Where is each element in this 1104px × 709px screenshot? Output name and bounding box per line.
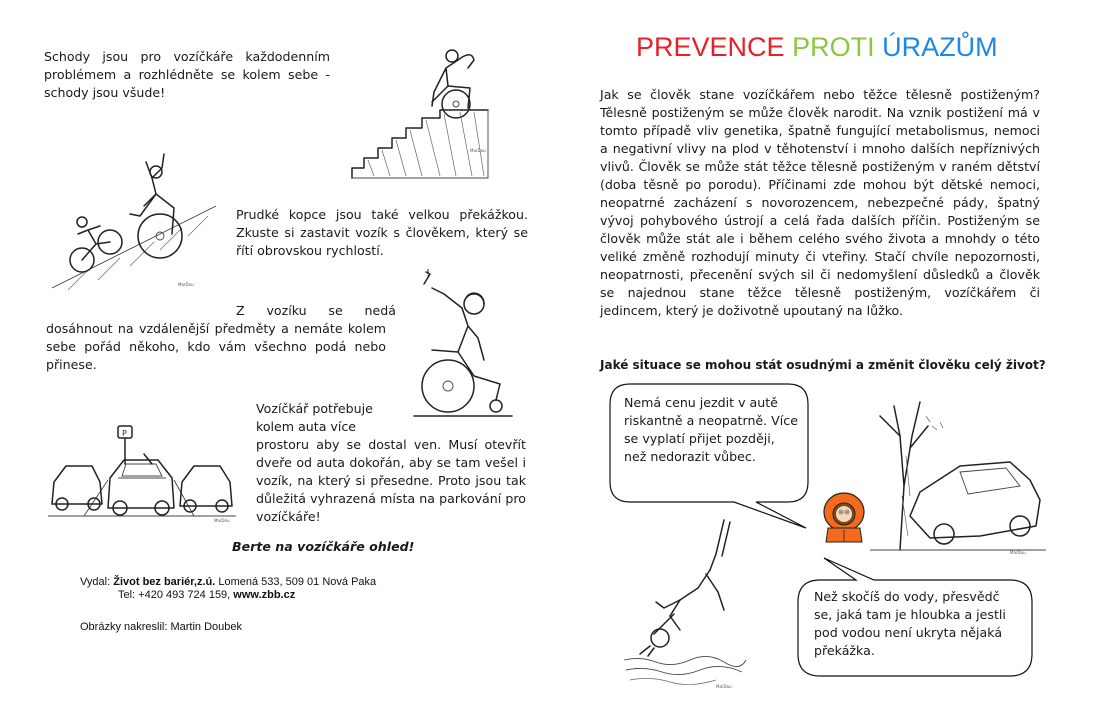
question-heading: Jaké situace se mohou stát osudnými a změnit člověku celý život? <box>600 358 1046 372</box>
kenny-character-icon <box>820 490 868 546</box>
intro-paragraph: Jak se člověk stane vozíčkářem nebo těžce tělesně postiženým? Tělesně postiženým se může člověk narodit. Na vznik postižení má v tomto případě vliv genetika, špatně fungující metabolismus, nemoci a negativní vlivy na plod v těhotenství i mnoho dalších nepříznivých vlivů. Člověk se může stát těžce tělesně postiženým v raném dětství (doba těsně po porodu). Příčinami zde mohou být dětské nemoci, neopatrné zacházení s novorozencem, nebezpečné pády, špatný vývoj pohybového ústrojí a celá řada dalších příčin. Postiženým se člověk může stát ale i během celého svého života a mnohdy o této veliké změně rozhodují minuty či vteřiny. Stačí chvíle nepozornosti, neopatrnosti, přecenění svých sil či nedomyšlení důsledků a člověk se najednou stane těžce tělesně postiženým, vozíčkářem či jedincem, který je doživotně upoutaný na lůžko. <box>600 87 1040 318</box>
stairs-paragraph: Schody jsou pro vozíčkáře každodenním problémem a rozhlédněte se kolem sebe - schody jsou všude! <box>44 49 330 100</box>
signature: MarDou <box>1010 550 1026 555</box>
stairs-wheelchair-illustration <box>348 48 498 188</box>
respect-slogan: Berte na vozíčkáře ohled! <box>232 539 415 554</box>
reaching-wheelchair-illustration <box>404 268 514 416</box>
dive-bubble-text: Než skočíš do vody, přesvědč se, jaká tam je hloubka a jestli pod vodou není ukryta nějaká překážka. <box>814 589 1006 658</box>
svg-text:!: ! <box>426 268 431 279</box>
publisher-line: Vydal: Život bez bariér,z.ú. Lomená 533, 509 01 Nová Paka <box>80 576 377 588</box>
parking-cars-illustration <box>44 424 240 524</box>
page-title: PREVENCE PROTI ÚRAZŮM <box>636 32 998 62</box>
illustrator-credit: Obrázky nakreslil: Martin Doubek <box>80 621 243 633</box>
signature: MarDou <box>470 148 486 153</box>
signature: MarDou <box>716 684 732 689</box>
publisher-web-link[interactable]: www.zbb.cz <box>233 589 296 601</box>
parking-sign-icon: P <box>122 429 127 438</box>
signature: MarDou <box>214 518 230 523</box>
diver-illustration <box>620 516 750 690</box>
publisher-contact: Tel: +420 493 724 159, www.zbb.cz <box>118 589 296 601</box>
hill-downhill-illustration <box>48 150 220 300</box>
car-crash-illustration <box>860 396 1050 556</box>
parking-paragraph: prostoru aby se dostal ven. Musí otevřít dveře od auta dokořán, aby se tam vešel i vozík, na který si přesedne. Proto jsou tak důležitá vyhrazená místa na parkování pro vozíčkáře! <box>256 437 526 524</box>
reach-paragraph: dosáhnout na vzdálenější předměty a nemáte kolem sebe pořád někoho, kdo vám všechno podá nebo přinese. <box>46 321 386 372</box>
hills-paragraph: Prudké kopce jsou také velkou překážkou. Zkuste si zastavit vozík s člověkem, který se řítí obrovskou rychlostí. <box>236 207 528 258</box>
reach-paragraph-start: Z vozíku se nedá <box>236 303 396 318</box>
signature: MarDou <box>178 282 194 287</box>
car-bubble-text: Nemá cenu jezdit v autě riskantně a neopatrně. Více se vyplatí přijet později, než nedorazit vůbec. <box>624 395 798 464</box>
parking-paragraph-start: Vozíčkář potřebuje kolem auta více <box>256 401 373 434</box>
